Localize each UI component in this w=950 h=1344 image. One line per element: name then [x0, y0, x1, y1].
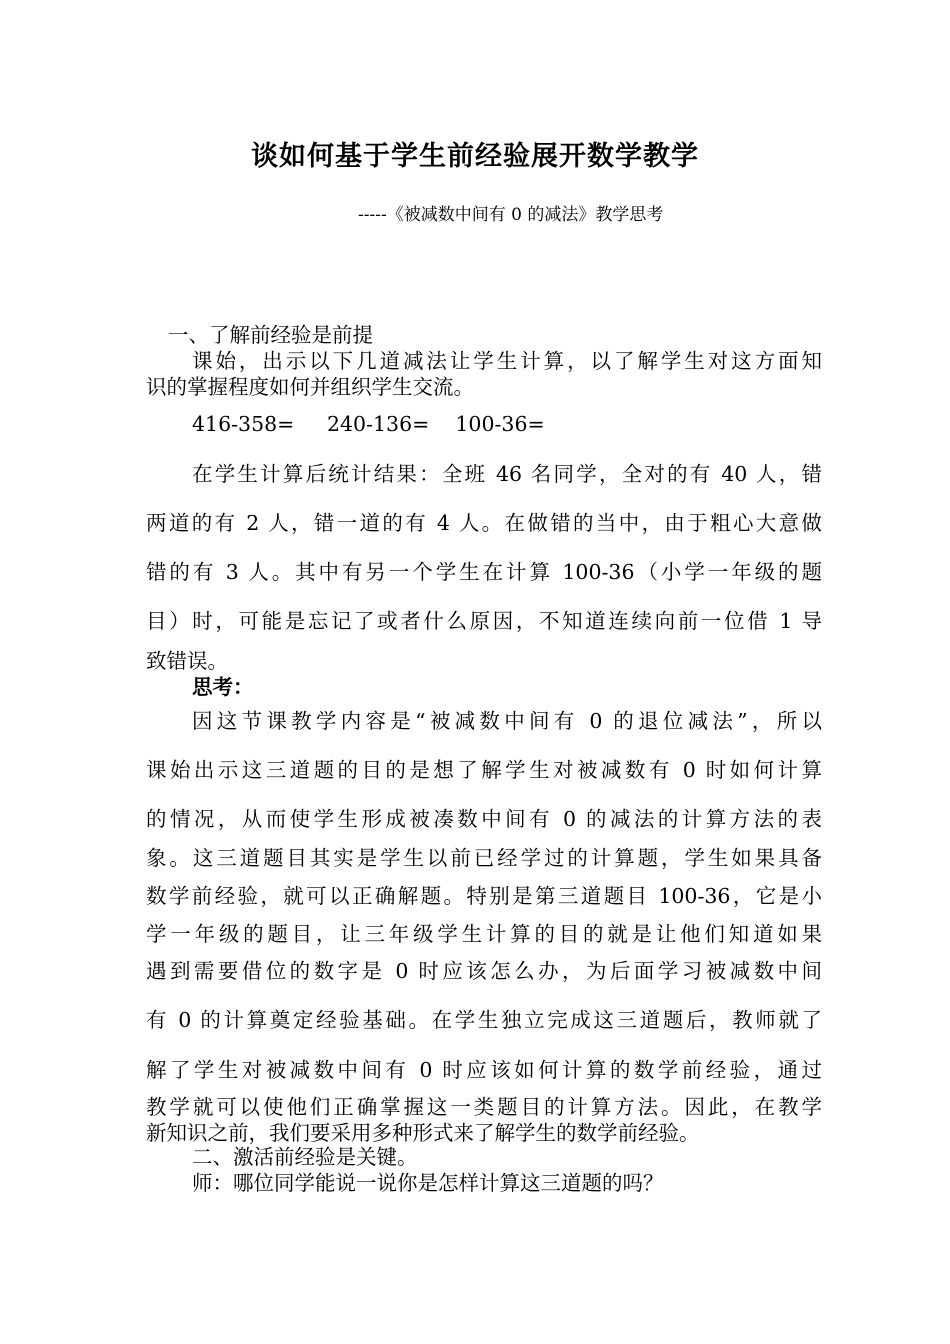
- paragraph-line: 有 0 的计算奠定经验基础。在学生独立完成这三道题后，教师就了: [146, 1008, 822, 1032]
- paragraph-line: 的情况，从而使学生形成被凑数中间有 0 的减法的计算方法的表: [146, 807, 822, 831]
- paragraph-line: 课始，出示以下几道减法让学生计算，以了解学生对这方面知: [192, 349, 822, 373]
- equation-line: 416-358= 240-136= 100-36=: [192, 412, 545, 436]
- paragraph-line: 在学生计算后统计结果：全班 46 名同学，全对的有 40 人，错: [192, 462, 822, 486]
- section-heading-1: 一、了解前经验是前提: [168, 323, 373, 347]
- section-heading-2: 二、激活前经验是关键。: [192, 1145, 418, 1169]
- paragraph-line: 识的掌握程度如何并组织学生交流。: [146, 375, 474, 399]
- paragraph-line: 致错误。: [146, 649, 228, 673]
- thinking-heading: 思考：: [192, 675, 254, 699]
- paragraph-line: 两道的有 2 人，错一道的有 4 人。在做错的当中，由于粗心大意做: [146, 511, 822, 535]
- paragraph-line: 学一年级的题目，让三年级学生计算的目的就是让他们知道如果: [146, 922, 822, 946]
- paragraph-line: 数学前经验，就可以正确解题。特别是第三道题目 100-36，它是小: [146, 884, 822, 908]
- paragraph-line: 象。这三道题目其实是学生以前已经学过的计算题，学生如果具备: [146, 846, 822, 870]
- paragraph-line: 因这节课教学内容是“被减数中间有 0 的退位减法”，所以: [192, 709, 822, 733]
- paragraph-line: 目）时，可能是忘记了或者什么原因，不知道连续向前一位借 1 导: [146, 609, 822, 633]
- paragraph-line: 错的有 3 人。其中有另一个学生在计算 100-36（小学一年级的题: [146, 560, 822, 584]
- paragraph-line: 新知识之前，我们要采用多种形式来了解学生的数学前经验。: [146, 1121, 700, 1145]
- paragraph-line: 解了学生对被减数中间有 0 时应该如何计算的数学前经验，通过: [146, 1058, 822, 1082]
- document-title: 谈如何基于学生前经验展开数学教学: [251, 141, 699, 172]
- paragraph-line: 课始出示这三道题的目的是想了解学生对被减数有 0 时如何计算: [146, 758, 822, 782]
- paragraph-line: 教学就可以使他们正确掌握这一类题目的计算方法。因此，在教学: [146, 1095, 822, 1119]
- document-subtitle: -----《被减数中间有 0 的减法》教学思考: [358, 205, 664, 225]
- paragraph-line: 师：哪位同学能说一说你是怎样计算这三道题的吗？: [192, 1171, 664, 1195]
- paragraph-line: 遇到需要借位的数字是 0 时应该怎么办，为后面学习被减数中间: [146, 959, 822, 983]
